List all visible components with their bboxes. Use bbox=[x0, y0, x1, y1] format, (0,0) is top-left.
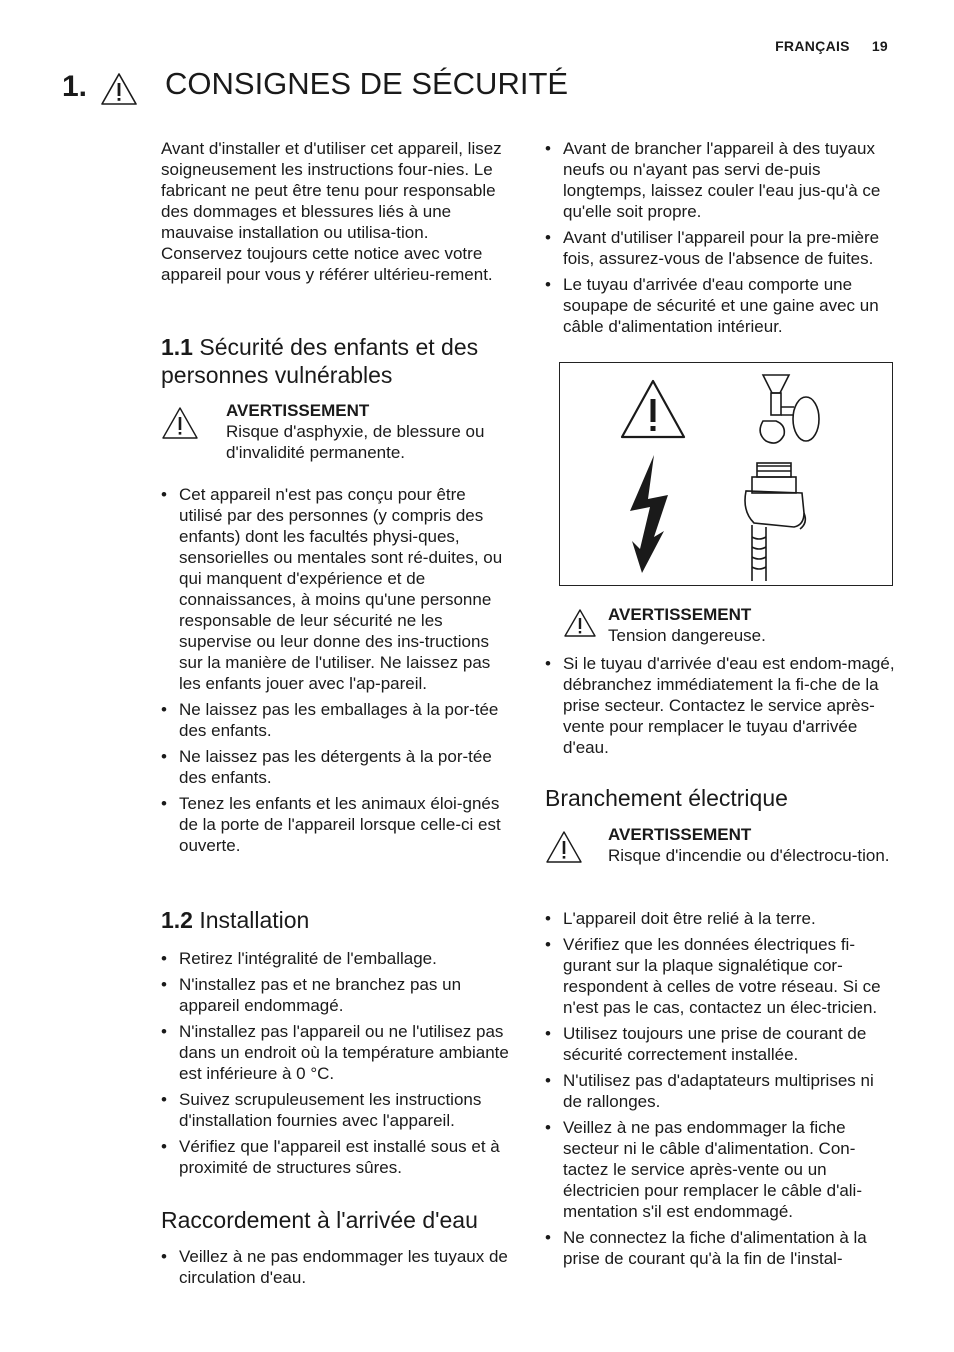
warning-title: AVERTISSEMENT bbox=[608, 825, 752, 844]
section-heading bbox=[161, 333, 513, 389]
warning-block-voltage bbox=[545, 604, 897, 646]
warning-block-fire bbox=[545, 824, 897, 874]
list-item: • Avant d'utiliser l'appareil pour la pre-mière fois, assurez-vous de l'absence de fuites. bbox=[545, 228, 880, 268]
warning-text: Risque d'asphyxie, de blessure ou d'invalidité permanente. bbox=[226, 422, 485, 462]
list-item: • Ne laissez pas les détergents à la por-tée des enfants. bbox=[161, 747, 492, 787]
intro-text: Avant d'installer et d'utiliser cet appareil, lisez soigneusement les instructions four-nies. Le fabricant ne peut être tenu pour responsable des dommages et blessures liés à une mauvaise installation ou utilisa-tion. Conservez toujours cette notice avec votre appareil pour vous y référer ultérieu-rement. bbox=[161, 139, 502, 284]
electrical-heading bbox=[545, 784, 897, 812]
page-number: 19 bbox=[871, 38, 888, 54]
section-number: 1.2 bbox=[161, 907, 193, 933]
electrical-list bbox=[545, 908, 897, 1274]
water-connection-heading bbox=[161, 1206, 513, 1234]
list-item: • L'appareil doit être relié à la terre. bbox=[545, 909, 816, 928]
warning-icon bbox=[563, 608, 597, 643]
section-number: 1.1 bbox=[161, 334, 193, 360]
water-list-top bbox=[545, 138, 897, 342]
warning-block-asphyxia bbox=[161, 400, 513, 463]
list-item: • Retirez l'intégralité de l'emballage. bbox=[161, 949, 437, 968]
water-inlet-hose-icon bbox=[745, 375, 819, 581]
chapter-number: 1. bbox=[62, 70, 88, 103]
warning-icon bbox=[622, 381, 684, 437]
page-header bbox=[775, 38, 888, 54]
section-title: Sécurité des enfants et des personnes vulnérables bbox=[161, 334, 479, 388]
list-item: • Veillez à ne pas endommager la fiche secteur ni le câble d'alimentation. Con-tactez le service après-vente ou un électricien pour remplacer le câble d'ali-mentation s'il est endommagé. bbox=[545, 1118, 862, 1221]
subsection-title: Branchement électrique bbox=[545, 785, 788, 811]
list-item: • Ne connectez la fiche d'alimentation à la prise de courant qu'à la fin de l'instal- bbox=[545, 1228, 867, 1268]
list-item: • Utilisez toujours une prise de courant de sécurité correctement installée. bbox=[545, 1024, 867, 1064]
warning-box bbox=[161, 400, 513, 463]
water-list-mid bbox=[545, 653, 897, 763]
subsection-title: Raccordement à l'arrivée d'eau bbox=[161, 1207, 478, 1233]
hose-illustration bbox=[559, 362, 893, 586]
warning-text: Risque d'incendie ou d'électrocu-tion. bbox=[608, 846, 890, 865]
intro-paragraph bbox=[161, 138, 513, 285]
warning-title: AVERTISSEMENT bbox=[226, 401, 370, 420]
section-1-1-heading bbox=[161, 333, 513, 389]
list-item: • Ne laissez pas les emballages à la por-tée des enfants. bbox=[161, 700, 499, 740]
section-title: Installation bbox=[199, 907, 310, 933]
warning-icon bbox=[545, 830, 583, 869]
list-item: • Vérifiez que les données électriques fi-gurant sur la plaque signalétique cor-respondent à celles de votre réseau. Si ce n'est pas le cas, contactez un élec-tricien. bbox=[545, 935, 881, 1017]
list-item: • N'installez pas l'appareil ou ne l'utilisez pas dans un endroit où la température ambiante est inférieure à 0 °C. bbox=[161, 1022, 509, 1083]
section-1-2-list bbox=[161, 948, 513, 1183]
warning-icon bbox=[100, 72, 138, 111]
chapter-title: CONSIGNES DE SÉCURITÉ bbox=[165, 66, 569, 101]
warning-box bbox=[545, 604, 897, 646]
section-heading bbox=[161, 906, 513, 934]
section-1-1-list bbox=[161, 484, 513, 861]
lightning-bolt-icon bbox=[630, 455, 668, 573]
list-item: • Avant de brancher l'appareil à des tuyaux neufs ou n'ayant pas servi de-puis longtemps, laissez couler l'eau jus-qu'à ce qu'elle soit propre. bbox=[545, 139, 881, 221]
warning-title: AVERTISSEMENT bbox=[608, 605, 752, 624]
warning-text: Tension dangereuse. bbox=[608, 626, 766, 645]
list-item: • Vérifiez que l'appareil est installé sous et à proximité de structures sûres. bbox=[161, 1137, 500, 1177]
list-item: • N'installez pas et ne branchez pas un appareil endommagé. bbox=[161, 975, 462, 1015]
list-item: • Le tuyau d'arrivée d'eau comporte une soupape de sécurité et une gaine avec un câble d'alimentation intérieur. bbox=[545, 275, 879, 336]
header-language: FRANÇAIS bbox=[775, 38, 850, 54]
section-1-2-heading bbox=[161, 906, 513, 934]
list-item: • Cet appareil n'est pas conçu pour être utilisé par des personnes (y compris des enfants) dont les facultés physi-ques, sensorielles ou mentales sont ré-duites, ou qui manquent d'expérience et de connaissances, à moins qu'une personne responsable de leur sécurité ne les supervise ou leur donne des ins-tructions sur la manière de l'utiliser. Ne laissez pas les enfants jouer avec l'ap-pareil. bbox=[161, 485, 503, 693]
list-item: • Veillez à ne pas endommager les tuyaux de circulation d'eau. bbox=[161, 1247, 508, 1287]
list-item: • N'utilisez pas d'adaptateurs multiprises ni de rallonges. bbox=[545, 1071, 874, 1111]
list-item: • Si le tuyau d'arrivée d'eau est endom-magé, débranchez immédiatement la fi-che de la prise secteur. Contactez le service après-vente pour remplacer le tuyau d'arrivée d'eau. bbox=[545, 654, 895, 757]
water-connection-list bbox=[161, 1246, 513, 1293]
warning-icon bbox=[161, 406, 199, 445]
list-item: • Tenez les enfants et les animaux éloi-gnés de la porte de l'appareil lorsque celle-ci est ouverte. bbox=[161, 794, 501, 855]
list-item: • Suivez scrupuleusement les instructions d'installation fournies avec l'appareil. bbox=[161, 1090, 482, 1130]
warning-box bbox=[545, 824, 897, 874]
